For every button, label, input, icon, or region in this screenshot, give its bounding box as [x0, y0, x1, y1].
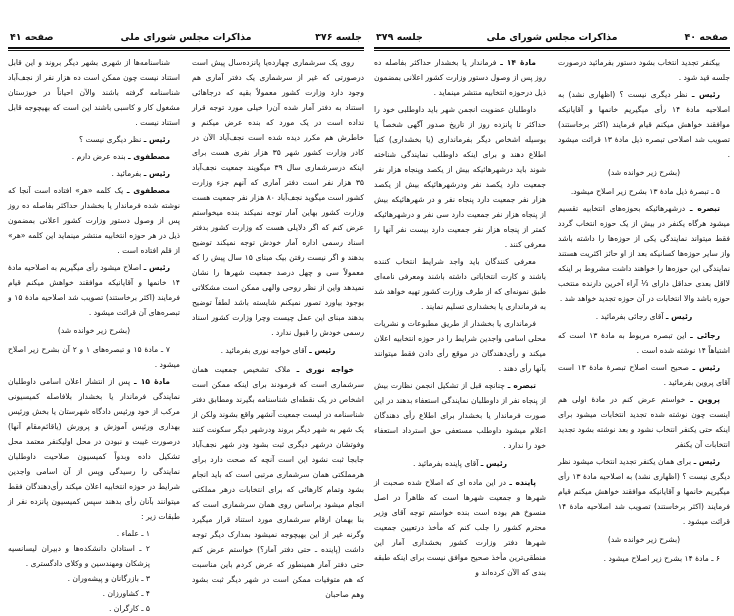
- paragraph-text: ۵ ـ کارگران .: [108, 604, 150, 613]
- paragraph: [192, 55, 364, 340]
- paragraph-text: ۱ ـ علماء .: [116, 529, 150, 538]
- speaker-name: رئیس ـ: [693, 457, 720, 466]
- header-rule: [8, 47, 364, 49]
- paragraph-text: روی یک سرشماری چهارده‌یا پانزده‌سال پیش است درصورتی که غیر از سرشماری یک دفتر آماری هم وجود دارد وزارت کشور معمولاً بقیه که درجاهائی استناد به دفتر آمار شده آن‌را خیلی مورد توجه قرار نداده است در یک مورد که بنده عرض میکنم و خاطرش هم مکرر دیده شده است نجف‌آباد الآن در کادر وزارت کشور شهر ۳۵ هزار نفری هست برای اینکه درسرشماری سال ۳۹ میگویند جمعیت نجف‌آباد ۳۵ هزار نفر است دفتر آماری که آنهم جزء وزارت کشور است میگوید نجف‌آباد ۸۰ هزار نفر جمعیت هست وزارت کشور بهاین آمار توجه نمیکند بنده میخواستم عرض کنم که اگر دلایلی هست که وزارت کشور بدفتر اسناد رسمی اداره آمار خودش توجه نمیکند توضیح بدهند و اگر نیست رفتن بیک مبنای ۱۵ سال پیش را که معمولاً سی و چهل درصد جمعیت شهرها را نشان نمیدهد واین از نظر روحی والهی ممکن است مشکلاتی بوجود بیاورد تصور نمیکنم شایسته باشد لطفاً توضیح بدهند مبنای این عمل چیست وچرا وزارت کشور اسناد رسمی خودش را قبول ندارد .: [192, 58, 364, 337]
- paragraph: [8, 260, 180, 320]
- paragraph: [374, 475, 546, 580]
- paragraph: [374, 316, 546, 376]
- paragraph-text: ۲ ـ استادان دانشکده‌ها و دبیران لیسانسیه پزشکان ومهندسین و وکلای دادگستری .: [8, 544, 150, 568]
- paragraph: [8, 183, 180, 258]
- speaker-name: رجائی ـ: [690, 331, 720, 340]
- paragraph-text: اصلاح میشود رأی میگیریم به اصلاحیه مادهٔ ۱۴ خانمها و آقایانیکه موافقند خواهش میکنم قیام فرمایند (اکثر برخاستند) تصویب شد اصلاحیه مادهٔ ۱۵ و تبصره‌های آن قرائت میشود .: [8, 263, 180, 317]
- text-column-left: [374, 55, 546, 582]
- text-column-left: [8, 55, 180, 616]
- list-item: [8, 571, 180, 586]
- paragraph: [8, 374, 180, 524]
- centered-paragraph: [558, 532, 730, 547]
- speaker-name: تبصره ـ: [507, 381, 536, 390]
- speaker-name: خواجه نوری ـ: [296, 365, 354, 374]
- page-header: [374, 30, 730, 46]
- paragraph: [192, 362, 364, 602]
- right-page: [374, 30, 731, 577]
- left-page: [8, 30, 364, 613]
- paragraph: [558, 328, 730, 358]
- paragraph: [8, 149, 180, 164]
- paragraph-text: فرمانداری یا بخشدار از طریق مطبوعات و نشریات محلی اسامی واجدین شرایط را در حوزه انتخابیه اعلان میکند و رأی‌دهندگان در موقع رأی دادن فقط میتوانند بآنها رأی دهند .: [374, 319, 546, 373]
- paragraph-text: ۶ ـ مادهٔ ۱۴ بشرح زیر اصلاح میشود .: [603, 554, 720, 563]
- paragraph-text: ملاک تشخیص جمعیت همان سرشماری است که فرمودند برای اینکه ممکن است اشخاص در یک نقطه‌ای شناسنامه بگیرند ومطابق دفتر شناسنامه در لیست جمعیت آنشهر واقع بشوند ولکن از یک شهر به شهر دیگر بروند ودرشهر دیگر سکونت کنند وفوتشان درشهر دیگری ثبت بشود ودر شهر نجف‌آباد جابجا ثبت نشود این است آنچه که صحت دارد برای هرمملکتی همان سرشماری مرتبی است که باید انجام بشود وتمام کارهائی که برای انتخابات درهر مملکتی انجام میشود براساس روی همان سرشماری است که بنا بهمان ارقام سرشماری مورد استناد قرار میگیرد وگرنه غیر از این بهیچوجه نمیشود بمدارک دیگر توجه داشت (پاینده ـ حتی دفتر آمار؟) خواستم عرض کنم حتی دفتر آمار همینطور که عرض کردم باین مناسبت که هم متوفیات ممکن است در شهر دیگر ثبت بشود وهم صاحبان: [192, 365, 364, 599]
- speaker-name: پاینده ـ: [509, 478, 536, 487]
- list-item: [8, 526, 180, 541]
- speaker-name: رئیس ـ: [309, 346, 336, 355]
- paragraph-text: ۳ ـ بازرگانان و پیشه‌وران .: [67, 574, 150, 583]
- paragraph: [558, 184, 730, 199]
- paragraph-text: خواستم عرض کنم در مادهٔ اولی هم اینست چون نوشته شده تجدید انتخابات میشود برای اینکه حتی یکنفر انتخاب نشود و بعد نوشته بشود تجدید انتخابات آن یکنفر: [558, 395, 730, 449]
- paragraph: [8, 166, 180, 181]
- paragraph-text: معرفی کنندگان باید واجد شرایط انتخاب کننده باشند و کارت انتخاباتی داشته باشند ومعرفی نامه‌ای طبق نمونه‌ای که از طرف وزارت کشور تهیه خواهد شد به فرمانداری یا بخشداری تسلیم نمایند .: [374, 257, 546, 311]
- paragraph-text: یک کلمه «هر» افتاده است آنجا که نوشته شده فرماندار یا بخشدار حداکثر بفاصله ده روز پس از وصول دستور وزارت کشور اعلانی بمضمون ذیل در هر حوزه انتخابیه منتشر مینماید این کلمه «هر» از قلم افتاده است .: [8, 186, 180, 255]
- list-item: [8, 586, 180, 601]
- speaker-name: مادهٔ ۱۵ ـ: [133, 377, 171, 386]
- speaker-name: رئیس ـ: [665, 312, 693, 321]
- centered-paragraph: [192, 343, 364, 358]
- paragraph-text: برای همان یکنفر تجدید انتخاب میشود نظر دیگری نیست ؟ (اظهاری نشد) به اصلاحیه مادهٔ ۱۳ رأی میگیریم خانمها و آقایانیکه موافقند خواهش میکنم قیام فرمایند (اکثر برخاستند) تصویب شد اصلاحیه مادهٔ ۱۴ قرائت میشود .: [558, 457, 730, 526]
- list-item: [8, 541, 180, 571]
- paragraph: [558, 55, 730, 85]
- paragraph: [558, 201, 730, 306]
- speaker-name: مصطفوی ـ: [127, 152, 170, 161]
- paragraph-text: آقای پاینده بفرمائید .: [412, 459, 479, 468]
- speaker-name: مصطفوی ـ: [126, 186, 171, 195]
- paragraph-text: (بشرح زیر خوانده شد): [607, 168, 681, 177]
- list-item: [8, 601, 180, 616]
- paragraph: [8, 132, 180, 147]
- publication-title: مذاکرات مجلس شورای ملی: [120, 32, 252, 43]
- centered-paragraph: [558, 309, 730, 324]
- paragraph-text: بفرمائید .: [111, 169, 142, 178]
- paragraph: [558, 551, 730, 566]
- paragraph: [8, 342, 180, 372]
- speaker-name: رئیس ـ: [143, 169, 170, 178]
- paragraph-text: ۷ ـ مادهٔ ۱۵ و تبصره‌های ۱ و ۲ آن بشرح زیر اصلاح میشود .: [8, 345, 180, 369]
- speaker-name: رئیس ـ: [692, 363, 721, 372]
- header-rule-thin: [374, 50, 730, 51]
- page-number: صفحه ۴۱: [10, 32, 54, 43]
- page-number: صفحه ۴۰: [684, 32, 728, 43]
- speaker-name: تبصره ـ: [689, 204, 720, 213]
- paragraph-text: شناسنامه‌ها از شهری بشهر دیگر بروند و این قابل استناد نیست چون ممکن است ده هزار نفر از نجف‌آباد شناسنامه گرفته باشند والآن احیاناً در خوزستان مشغول کار و کاسبی باشند این است که بهیچوجه قابل استناد نیست .: [8, 58, 180, 127]
- speaker-name: رئیس ـ: [480, 459, 508, 468]
- paragraph: [374, 55, 546, 100]
- centered-paragraph: [374, 456, 546, 471]
- paragraph: [374, 102, 546, 252]
- paragraph: [558, 360, 730, 390]
- header-rule-thin: [8, 50, 364, 51]
- text-column-right: [192, 55, 364, 604]
- page-header: [8, 30, 364, 46]
- session-number: جلسه ۳۷۶: [315, 32, 362, 43]
- paragraph-text: فرماندار یا بخشدار حداکثر بفاصله ده روز پس از وصول دستور وزارت کشور اعلانی بمضمون ذیل درحوزه انتخابیه منتشر مینماید .: [374, 58, 546, 97]
- paragraph-text: (بشرح زیر خوانده شد): [607, 535, 681, 544]
- centered-paragraph: [558, 165, 730, 180]
- speaker-name: مادهٔ ۱۴ ـ: [500, 58, 536, 67]
- paragraph-text: پس از انتشار اعلان اسامی داوطلبان نمایندگی فرماندار یا بخشدار بلافاصله کمیسیونی مرکب از خود ورئیس دادگاه شهرستان یا بخش ورئیس بهداری ورئیس آموزش و پرورش (یاقائم‌مقام آنها) درصورت غیبت و نبودن در محل اولیکنفر معتمد محل تشکیل داده وبدواً کمیسیون صلاحیت داوطلبان نمایندگی را رسیدگی وپس از آن اسامی واجدین شرایط در حوزه انتخابیه اعلان میکند رأی‌دهندگان فقط میتوانند بآنان رأی بدهند سپس کمیسیون پانزده نفر از طبقات زیر :: [8, 377, 180, 521]
- paragraph-text: ۴ ـ کشاورزان .: [102, 589, 150, 598]
- paragraph-text: آقای رجائی بفرمائید .: [595, 312, 664, 321]
- paragraph-text: این تبصره مربوط به مادهٔ ۱۳ است که اشتباهاً ۱۴ نوشته شده است .: [558, 331, 730, 355]
- paragraph-text: بنده عرض دارم .: [71, 152, 126, 161]
- paragraph-text: در این ماده ای که اصلاح شده صحبت از شهرها و جمعیت شهرها است که ظاهراً در اصل منسوخ هم بوده است بنده خواستم توجه آقای وزیر محترم کشور را جلب کنم که مأخذ درتعیین جمعیت شهرها دفتر وزارت کشور بخشداری آمار این منطقی‌ترین مأخذ صحیح موافق نیست برای اینکه طبقه بندی که الآن کرده‌اند و: [374, 478, 546, 577]
- centered-paragraph: [8, 323, 180, 338]
- header-rule: [374, 47, 730, 49]
- speaker-name: پروین ـ: [690, 395, 720, 404]
- paragraph: [558, 392, 730, 452]
- speaker-name: رئیس ـ: [691, 90, 721, 99]
- text-column-right: [558, 55, 730, 568]
- paragraph: [558, 454, 730, 529]
- paragraph-text: نظر دیگری نیست ؟: [79, 135, 142, 144]
- paragraph-text: ۵ ـ تبصرهٔ ذیل مادهٔ ۱۳ بشرح زیر اصلاح میشود.: [570, 187, 720, 196]
- paragraph-text: داوطلبان عضویت انجمن شهر باید داوطلبی خود را حداکثر تا پانزده روز از تاریخ صدور آگهی شخصاً یا بوسیله اشخاص دیگر بفرمانداری (یا بخشداری) کتباً اطلاع دهند و برای اینکه داوطلب نمایندگی شناخته شوند باید درشهرهائیکه بیش از یکصد وپنجاه هزار نفر جمعیت دارد یکصد نفر ودرشهرهائیکه بیش از یکصد هزار نفر جمعیت دارد پنجاه نفر و در شهرهائیکه بیش از پنجاه هزار نفر جمعیت دارد سی نفر و درشهرهائیکه کمتر از پنجاه هزار نفر جمعیت دارد بیست نفر آنها را معرفی کنند .: [374, 105, 546, 249]
- paragraph-text: آقای خواجه نوری بفرمائید .: [220, 346, 307, 355]
- speaker-name: رئیس ـ: [143, 135, 170, 144]
- paragraph-text: صحیح است اصلاح تبصرهٔ مادهٔ ۱۳ است آقای پروین بفرمائید .: [558, 363, 730, 387]
- paragraph: [374, 254, 546, 314]
- paragraph-text: نظر دیگری نیست ؟ (اظهاری نشد) به اصلاحیه مادهٔ ۱۴ رأی میگیریم خانمها و آقایانیکه موافقند خواهش میکنم قیام فرمایند (اکثر برخاستند) تصویب شد اصلاحی تبصره ذیل مادهٔ ۱۳ قرائت میشود .: [558, 90, 731, 159]
- paragraph-text: (بشرح زیر خوانده شد): [57, 326, 131, 335]
- speaker-name: رئیس ـ: [143, 263, 170, 272]
- paragraph: [8, 55, 180, 130]
- paragraph-text: بیکنفر تجدید انتخاب بشود دستور بفرمائید درصورت جلسه قید شود .: [558, 58, 730, 82]
- paragraph-text: درشهرهائیکه بحوزه‌های انتخابیه تقسیم میشود هرگاه یکنفر در بیش از یک حوزه انتخاب گردد فقط میتواند نمایندگی یکی از حوزه‌ها را داشته باشد واز سایر حوزه‌ها کسانیکه بعد از او حائز اکثریت هستند نمایندگی این حوزه‌ها را خواهند داشت مشروط بر اینکه لااقل بعدی حداقل دارای ⅓ آراء آخرین دارنده منتخب حوزه باشد والا انتخابات در آن حوزه تجدید خواهد شد .: [558, 204, 730, 303]
- paragraph-text: چنانچه قبل از تشکیل انجمن نظارت بیش از پنجاه نفر از داوطلبان نمایندگی استعفاء بدهند در این صورت فرماندار یا بخشدار برای اطلاع رأی دهندگان اعلام میشود داوطلب مستعفی حق استرداد استعفاء خود را ندارد .: [374, 381, 546, 450]
- paragraph: [558, 87, 730, 162]
- publication-title: مذاکرات مجلس شورای ملی: [486, 32, 618, 43]
- session-number: جلسه ۳۷۹: [376, 32, 423, 43]
- paragraph: [374, 378, 546, 453]
